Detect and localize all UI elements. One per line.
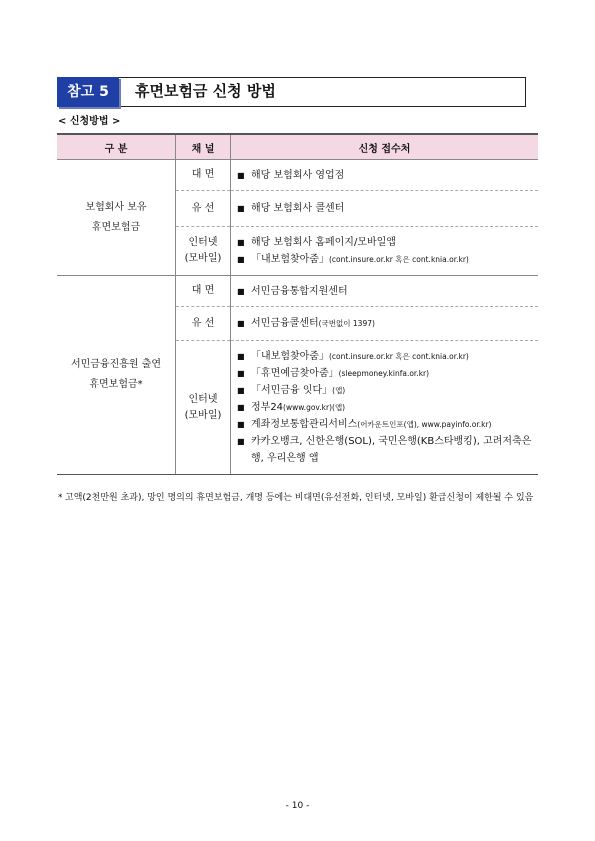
item-note: (sleepmoney.kinfa.or.kr) <box>338 369 430 378</box>
category-line: 휴면보험금 <box>91 221 141 233</box>
channel-cell <box>176 341 231 475</box>
item-note: (어카운트인포(앱), www.payinfo.or.kr) <box>357 420 492 429</box>
list-item <box>237 365 538 382</box>
list-item <box>237 382 538 399</box>
header-category: 구 분 <box>57 134 176 160</box>
square-bullet-icon: ■ <box>237 170 245 180</box>
item-note: (국번없이 1397) <box>318 319 375 328</box>
item-note: (cont.insure.or.kr 혹은 cont.knia.or.kr) <box>328 352 469 361</box>
recipient-cell <box>231 307 539 341</box>
item-text: 「내보험찾아줌」 <box>251 351 329 362</box>
header-recipient: 신청 접수처 <box>231 134 539 160</box>
channel-label: (모바일) <box>184 253 222 264</box>
square-bullet-icon: ■ <box>237 420 245 429</box>
recipient-cell <box>231 227 539 276</box>
item-note: (앱) <box>332 386 346 395</box>
category-cell <box>57 160 176 276</box>
item-text: 「휴면예금찾아줌」 <box>251 368 339 379</box>
page-number: - 10 - <box>285 801 310 811</box>
channel-label: 인터넷 <box>188 237 218 248</box>
item-text: 정부24 <box>251 402 284 413</box>
item-note: (cont.insure.or.kr 혹은 cont.knia.or.kr) <box>328 255 469 264</box>
list-item <box>237 416 538 433</box>
channel-cell <box>176 191 231 227</box>
list-item <box>237 433 538 467</box>
item-text: 「서민금융 잇다」 <box>251 385 333 396</box>
channel-cell <box>176 227 231 276</box>
item-text: 해당 보험회사 홈페이지/모바일앱 <box>251 237 396 248</box>
page-title: 휴면보험금 신청 방법 <box>135 82 276 100</box>
channel-cell <box>176 307 231 341</box>
item-note: (www.gov.kr)(앱) <box>283 403 346 412</box>
square-bullet-icon: ■ <box>237 255 245 264</box>
title-frame <box>57 77 526 107</box>
channel-label: (모바일) <box>184 409 222 421</box>
section-tag: 참고 5 <box>57 77 119 107</box>
recipient-cell <box>231 341 539 475</box>
category-cell <box>57 276 176 475</box>
square-bullet-icon: ■ <box>237 403 245 412</box>
channel-label: 인터넷 <box>188 393 218 405</box>
square-bullet-icon: ■ <box>237 437 245 446</box>
application-method-table <box>57 133 538 475</box>
square-bullet-icon: ■ <box>237 319 245 328</box>
square-bullet-icon: ■ <box>237 386 245 395</box>
list-item <box>237 399 538 416</box>
item-text: 카카오뱅크, 신한은행(SOL), 국민은행(KB스타뱅킹), 고려저축은행, 우리은행 앱 <box>251 436 532 464</box>
square-bullet-icon: ■ <box>237 238 245 247</box>
channel-cell <box>176 276 231 307</box>
channel-label: 대 면 <box>191 285 215 296</box>
list-item <box>237 167 538 184</box>
list-item <box>237 234 538 251</box>
channel-label: 대 면 <box>191 169 215 180</box>
list-item <box>237 283 538 300</box>
recipient-cell <box>231 276 539 307</box>
table-header-row <box>57 134 538 160</box>
square-bullet-icon: ■ <box>237 204 245 213</box>
category-line: 휴면보험금* <box>89 379 143 390</box>
channel-label: 유 선 <box>191 317 215 329</box>
list-item <box>237 315 538 332</box>
item-text: 계좌정보통합관리서비스 <box>251 419 358 430</box>
square-bullet-icon: ■ <box>237 352 245 361</box>
list-item <box>237 348 538 365</box>
list-item <box>237 200 538 217</box>
square-bullet-icon: ■ <box>237 369 245 378</box>
table-row <box>57 160 538 191</box>
category-line: 서민금융진흥원 출연 <box>70 359 162 370</box>
section-label: < 신청방법 > <box>58 116 121 127</box>
item-text: 「내보험찾아줌」 <box>251 254 329 265</box>
item-text: 서민금융콜센터 <box>251 318 319 329</box>
square-bullet-icon: ■ <box>237 286 245 296</box>
header-channel: 채 널 <box>176 134 231 160</box>
item-text: 해당 보험회사 콜센터 <box>251 203 345 214</box>
footnote-text: 고액(2천만원 초과), 망인 명의의 휴면보험금, 개명 등에는 비대면(유선전화, 인터넷, 모바일) 환급신청이 제한될 수 있음 <box>65 493 534 503</box>
footnote <box>57 490 539 507</box>
item-text: 해당 보험회사 영업점 <box>251 169 345 181</box>
recipient-cell <box>231 191 539 227</box>
channel-cell <box>176 160 231 191</box>
footnote-mark: * <box>58 493 63 503</box>
item-text: 서민금융통합지원센터 <box>251 285 348 297</box>
channel-label: 유 선 <box>191 202 215 214</box>
category-line: 보험회사 보유 <box>85 201 147 213</box>
recipient-cell <box>231 160 539 191</box>
list-item <box>237 251 538 268</box>
table-row <box>57 276 538 307</box>
